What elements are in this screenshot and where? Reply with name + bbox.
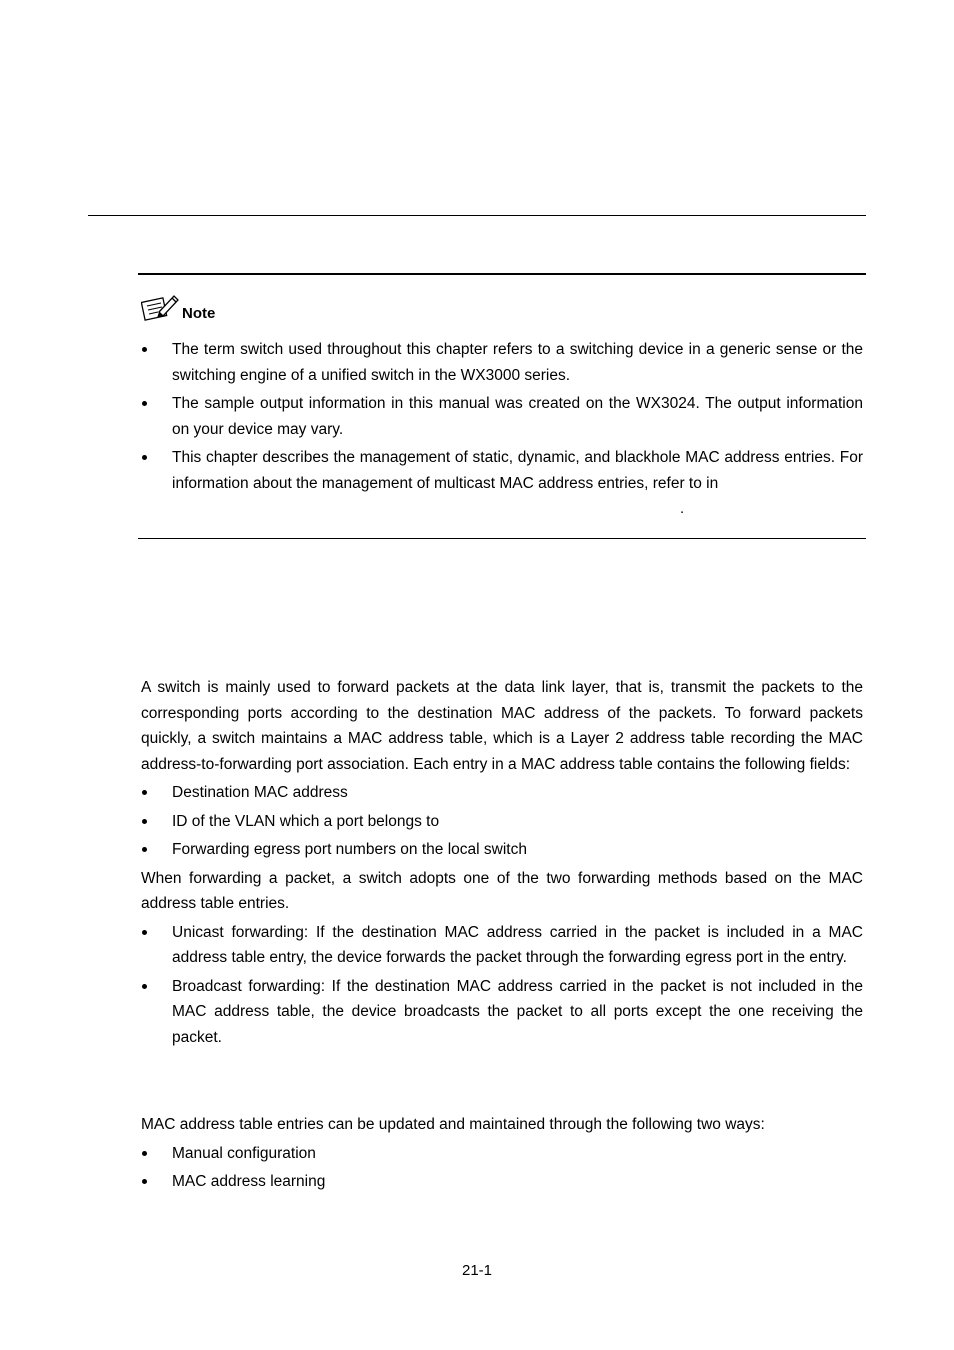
mac-table-maintenance: [141, 1112, 863, 1195]
note-item: The sample output information in this manual was created on the WX3024. The output information on your device may vary.: [141, 391, 863, 442]
note-trailing-dot: .: [680, 500, 685, 517]
mac-table-overview: [141, 675, 863, 1050]
forwarding-methods-paragraph: When forwarding a packet, a switch adopts one of the two forwarding methods based on the MAC address table entries.: [141, 869, 863, 912]
overview-paragraph: A switch is mainly used to forward packets at the data link layer, that is, transmit the packets to the corresponding ports according to the destination MAC address of the packets. To forward packets quickly, a switch maintains a MAC address table, which is a Layer 2 address table recording the MAC address-to-forwarding port association. Each entry in a MAC address table contains the following fields:: [141, 679, 863, 773]
entry-field-item: Forwarding egress port numbers on the local switch: [141, 837, 863, 863]
maintenance-way-item: Manual configuration: [141, 1141, 863, 1167]
note-list: [141, 337, 863, 496]
chapter-title-rule: [88, 215, 866, 216]
note-pencil-icon: [141, 292, 179, 322]
page-number: 21-1: [461, 1262, 493, 1279]
entry-fields-list: [141, 780, 863, 863]
note-item: This chapter describes the management of static, dynamic, and blackhole MAC address entries. For information about the management of multicast MAC address entries, refer to in: [141, 445, 863, 496]
maintenance-ways-list: [141, 1141, 863, 1195]
note-bottom-rule: [138, 538, 866, 539]
note-item: The term switch used throughout this chapter refers to a switching device in a generic sense or the switching engine of a unified switch in the WX3000 series.: [141, 337, 863, 388]
forwarding-method-item: Broadcast forwarding: If the destination MAC address carried in the packet is not included in the MAC address table, the device broadcasts the packet to all ports except the one receiving the packet.: [141, 974, 863, 1051]
note-label: Note: [182, 305, 216, 322]
maintenance-paragraph: MAC address table entries can be updated and maintained through the following two ways:: [141, 1116, 765, 1133]
forwarding-method-item: Unicast forwarding: If the destination MAC address carried in the packet is included in a MAC address table entry, the device forwards the packet through the forwarding egress port in the entry.: [141, 920, 863, 971]
forwarding-methods-list: [141, 920, 863, 1051]
entry-field-item: ID of the VLAN which a port belongs to: [141, 809, 863, 835]
note-top-rule: [138, 273, 866, 275]
maintenance-way-item: MAC address learning: [141, 1169, 863, 1195]
entry-field-item: Destination MAC address: [141, 780, 863, 806]
